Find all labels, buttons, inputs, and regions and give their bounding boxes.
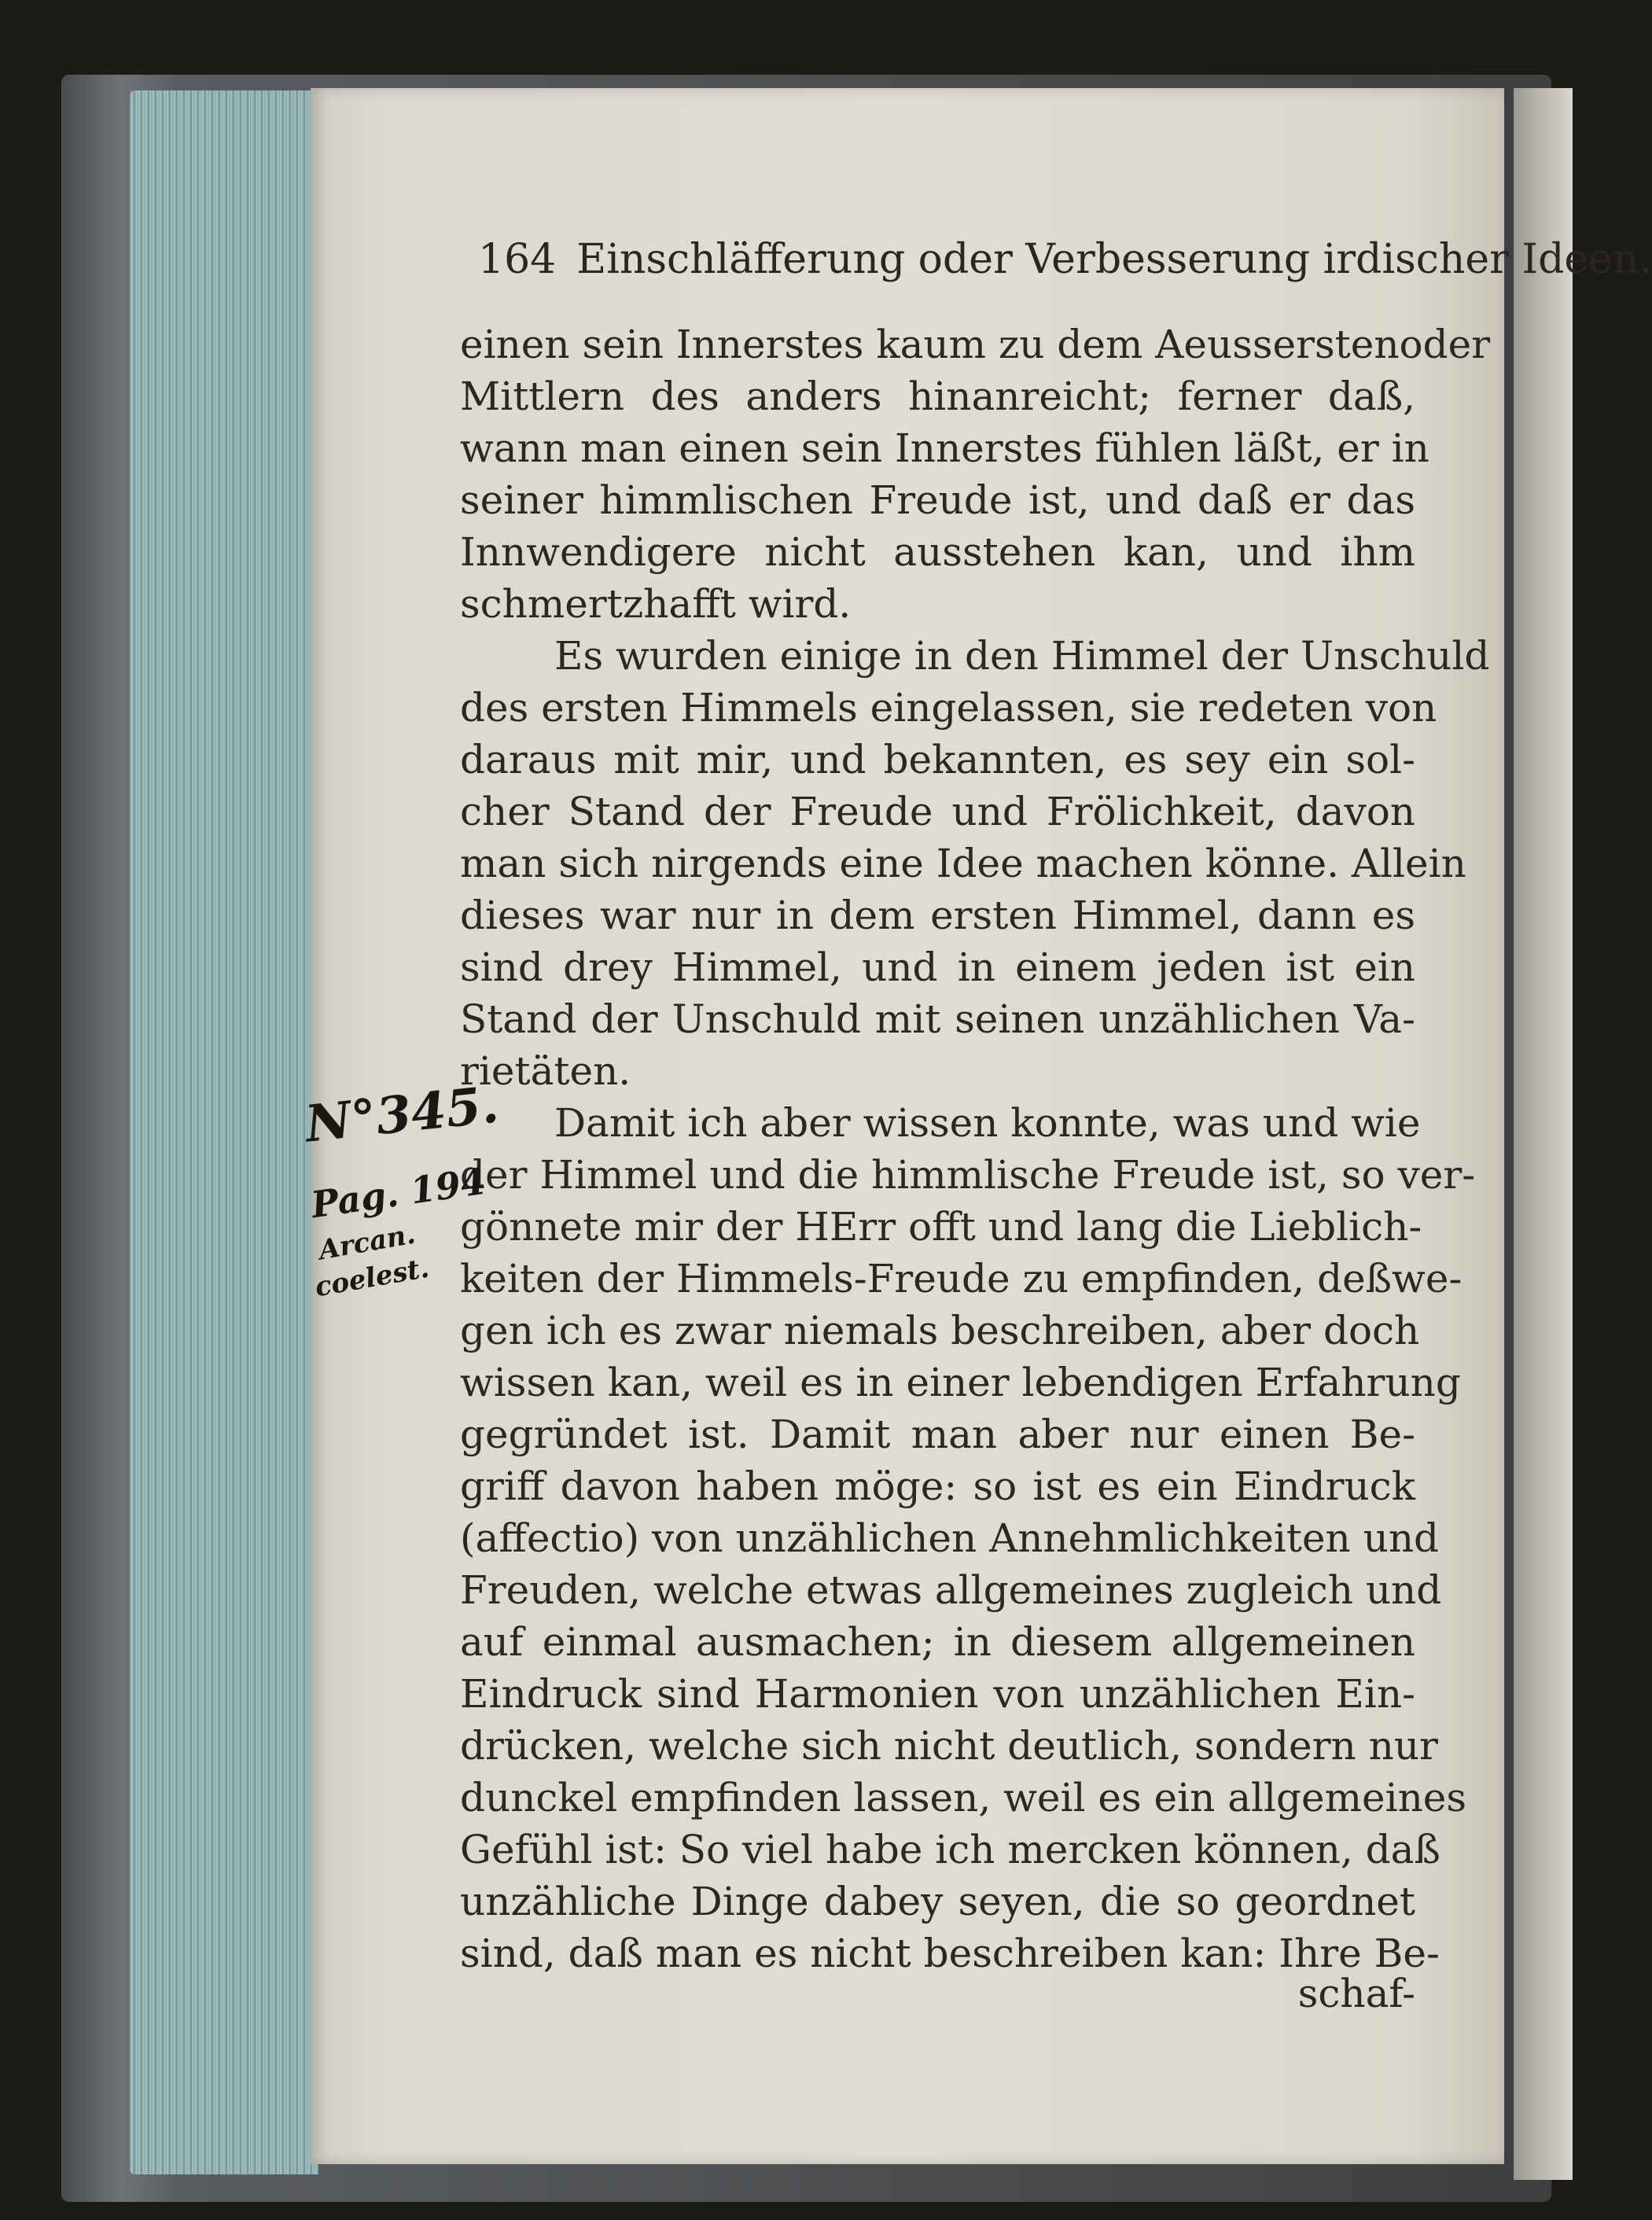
text-line: Stand der Unschuld mit seinen unzählichen Va-: [460, 996, 1415, 1042]
text-line: einen sein Innerstes kaum zu dem Aeusserstenoder: [460, 322, 1491, 367]
text-line: sind, daß man es nicht beschreiben kan: Ihre Be-: [460, 1931, 1440, 1976]
facing-page-edge: [1514, 88, 1573, 2180]
text-line: Freuden, welche etwas allgemeines zugleich und: [460, 1567, 1442, 1613]
text-line: Es wurden einige in den Himmel der Unschuld: [554, 633, 1490, 679]
text-line: auf einmal ausmachen; in diesem allgemeinen: [460, 1619, 1415, 1665]
text-line: drücken, welche sich nicht deutlich, sondern nur: [460, 1723, 1438, 1769]
text-line: gen ich es zwar niemals beschreiben, aber doch: [460, 1308, 1420, 1353]
margin-note-page-ref: Pag. 194: [308, 1159, 489, 1227]
margin-note-number: N°345.: [302, 1075, 502, 1154]
margin-note-ref-line1: Arcan.: [316, 1218, 418, 1267]
text-line: Innwendigere nicht ausstehen kan, und ihm: [460, 529, 1415, 575]
text-line: Damit ich aber wissen konnte, was und wie: [554, 1100, 1421, 1146]
text-line: rietäten.: [460, 1048, 631, 1094]
text-line: (affectio) von unzählichen Annehmlichkeiten und: [460, 1515, 1440, 1561]
text-line: unzähliche Dinge dabey seyen, die so geordnet: [460, 1879, 1415, 1924]
text-line: wissen kan, weil es in einer lebendigen Erfahrung: [460, 1360, 1461, 1405]
text-line: schmertzhafft wird.: [460, 581, 852, 627]
catchword: schaf-: [1297, 1971, 1415, 2016]
text-line: cher Stand der Freude und Frölichkeit, davon: [460, 789, 1415, 834]
text-line: gegründet ist. Damit man aber nur einen Be-: [460, 1412, 1415, 1457]
text-line: gönnete mir der HErr offt und lang die Lieblich-: [460, 1204, 1422, 1250]
page-edges: [130, 90, 318, 2174]
text-line: daraus mit mir, und bekannten, es sey ein sol-: [460, 737, 1415, 782]
running-title: Einschläfferung oder Verbesserung irdischer Ideen.: [576, 236, 1652, 283]
text-line: der Himmel und die himmlische Freude ist, so ver-: [460, 1152, 1476, 1198]
text-line: Mittlern des anders hinanreicht; ferner daß,: [460, 374, 1415, 419]
margin-note-ref-line2: coelest.: [312, 1252, 432, 1304]
text-line: dunckel empfinden lassen, weil es ein allgemeines: [460, 1775, 1467, 1821]
text-line: griff davon haben möge: so ist es ein Eindruck: [460, 1463, 1415, 1509]
text-line: keiten der Himmels-Freude zu empfinden, deßwe-: [460, 1256, 1463, 1301]
text-line: Gefühl ist: So viel habe ich mercken können, daß: [460, 1827, 1440, 1872]
text-line: wann man einen sein Innerstes fühlen läßt, er in: [460, 425, 1429, 471]
text-line: Eindruck sind Harmonien von unzählichen Ein-: [460, 1671, 1415, 1717]
text-line: seiner himmlischen Freude ist, und daß er das: [460, 477, 1415, 523]
running-header: [478, 236, 1652, 283]
page-number: 164: [478, 236, 557, 283]
text-line: man sich nirgends eine Idee machen könne. Allein: [460, 841, 1466, 886]
text-line: des ersten Himmels eingelassen, sie redeten von: [460, 685, 1437, 731]
text-line: dieses war nur in dem ersten Himmel, dann es: [460, 893, 1415, 938]
body-text: [460, 318, 1491, 1979]
text-line: sind drey Himmel, und in einem jeden ist ein: [460, 944, 1415, 990]
